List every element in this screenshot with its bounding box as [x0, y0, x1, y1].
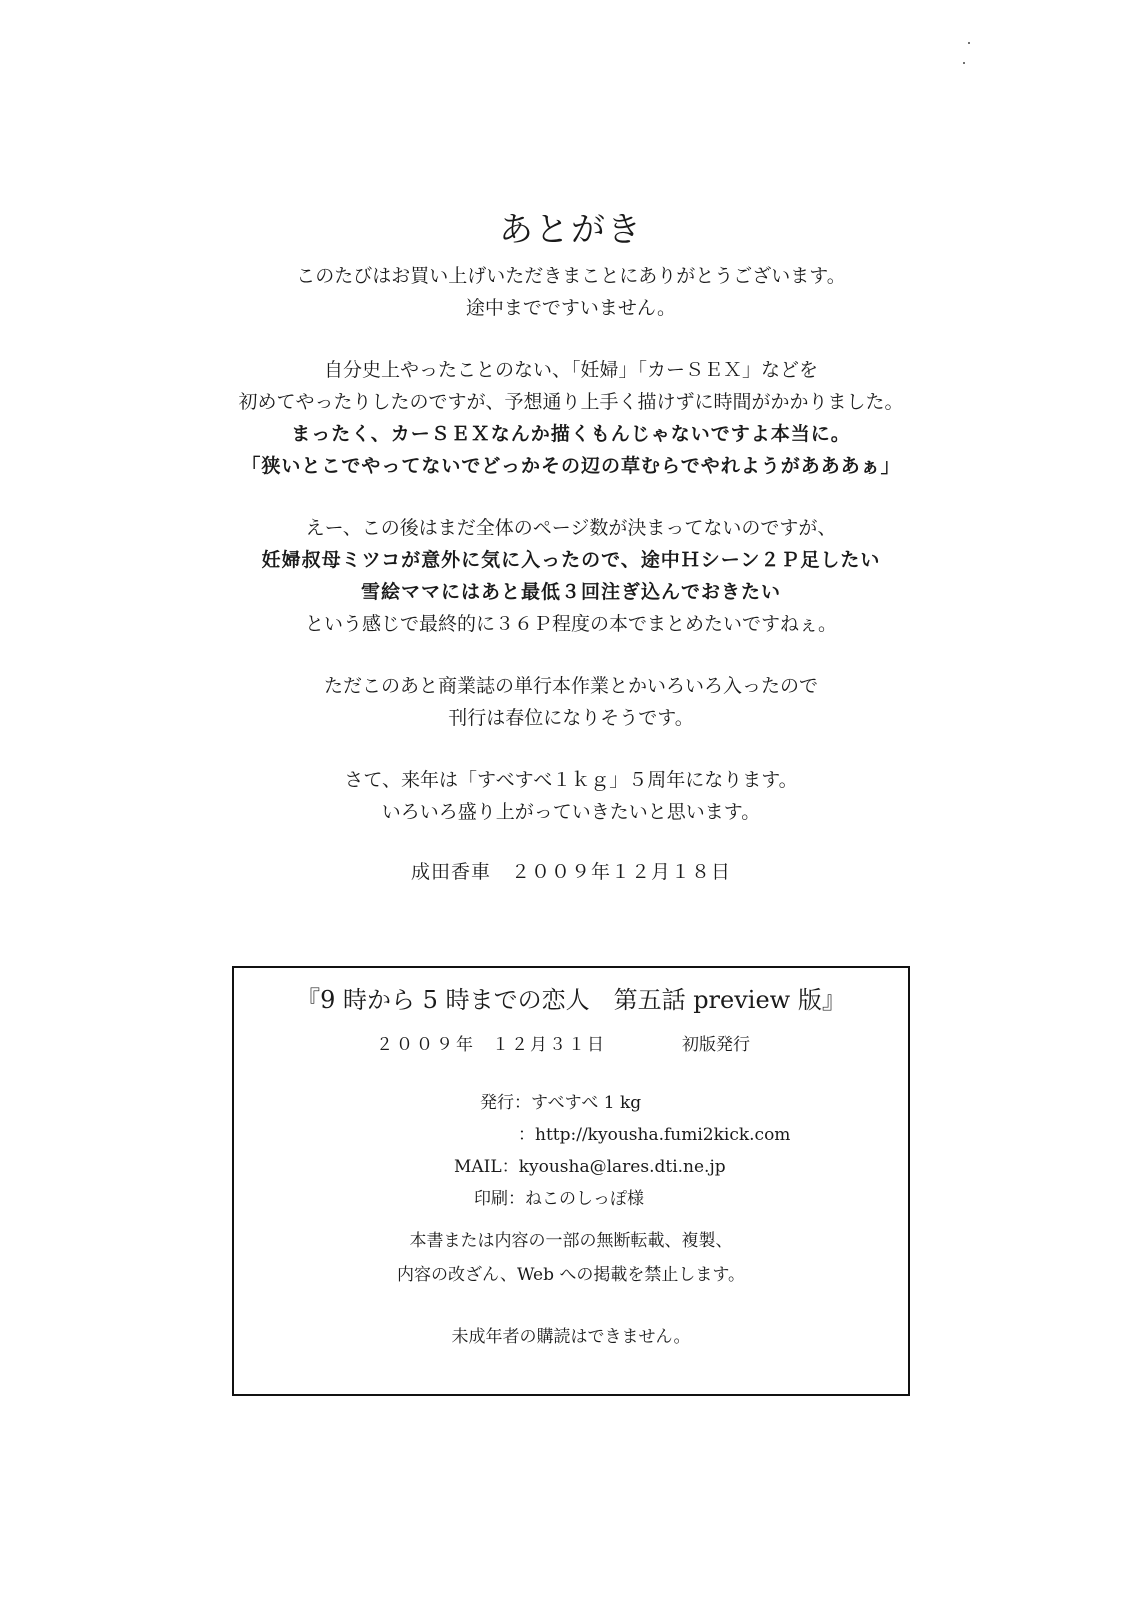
- afterword-line: 初めてやったりしたのですが、予想通り上手く描けずに時間がかかりました。: [238, 391, 904, 413]
- url-value[interactable]: http://kyousha.fumi2kick.com: [535, 1125, 791, 1145]
- mail-row: [454, 1154, 726, 1180]
- afterword-line: さて、来年は「すべすべ１ｋｇ」５周年になります。: [344, 769, 798, 791]
- afterword-line: という感じで最終的に３６Ｐ程度の本でまとめたいですねぇ。: [304, 613, 837, 635]
- afterword-section: [0, 208, 1142, 907]
- afterword-line: えー、この後はまだ全体のページ数が決まってないのですが、: [305, 517, 837, 539]
- afterword-line: 自分史上やったことのない、「妊婦」「カーＳＥＸ」などを: [323, 359, 818, 381]
- afterword-bold-line: 「狭いとこでやってないでどっかその辺の草むらでやれようがあああぁ」: [241, 455, 901, 477]
- afterword-line: 途中までですいません。: [465, 297, 677, 319]
- publication-year: ２００９年: [376, 1035, 476, 1055]
- edition-label: 初版発行: [682, 1035, 750, 1055]
- afterword-line: このたびはお買い上げいただきまことにありがとうございます。: [296, 265, 846, 287]
- printer-label: 印刷：: [474, 1189, 525, 1209]
- scan-speck: [968, 42, 970, 44]
- publisher-label: 発行：: [480, 1093, 531, 1113]
- copyright-notice-1: 本書または内容の一部の無断転載、複製、: [409, 1231, 733, 1251]
- afterword-line: いろいろ盛り上がっていきたいと思います。: [381, 801, 761, 823]
- afterword-signature: 成田香車 ２００９年１２月１８日: [410, 861, 731, 883]
- copyright-notice-2: 内容の改ざん、Web への掲載を禁止します。: [396, 1265, 746, 1285]
- afterword-line: 刊行は春位になりそうです。: [448, 707, 694, 729]
- scan-speck: [963, 62, 965, 64]
- mail-label: MAIL：: [454, 1157, 519, 1177]
- publisher-value: すべすべ 1 kg: [531, 1093, 642, 1113]
- mail-value[interactable]: kyousha@lares.dti.ne.jp: [518, 1157, 726, 1177]
- afterword-bold-line: まったく、カーＳＥＸなんか描くもんじゃないですよ本当に。: [291, 423, 851, 445]
- afterword-line: ただこのあと商業誌の単行本作業とかいろいろ入ったので: [323, 675, 818, 697]
- afterword-title: あとがき: [499, 210, 643, 250]
- url-row: [518, 1122, 790, 1148]
- printer-row: [474, 1186, 644, 1212]
- publisher-row: [480, 1090, 641, 1116]
- url-label: ：: [518, 1125, 535, 1145]
- afterword-bold-line: 雪絵ママにはあと最低３回注ぎ込んでおきたい: [360, 581, 781, 603]
- colophon-box: [232, 966, 910, 1396]
- age-notice: 未成年者の購読はできません。: [451, 1327, 691, 1347]
- printer-value: ねこのしっぽ様: [525, 1189, 644, 1209]
- afterword-bold-line: 妊婦叔母ミツコが意外に気に入ったので、途中Ｈシーン２Ｐ足したい: [261, 549, 881, 571]
- colophon-title: 『9 時から 5 時までの恋人 第五話 preview 版』: [296, 986, 846, 1014]
- publication-date: １２月３１日: [492, 1035, 606, 1055]
